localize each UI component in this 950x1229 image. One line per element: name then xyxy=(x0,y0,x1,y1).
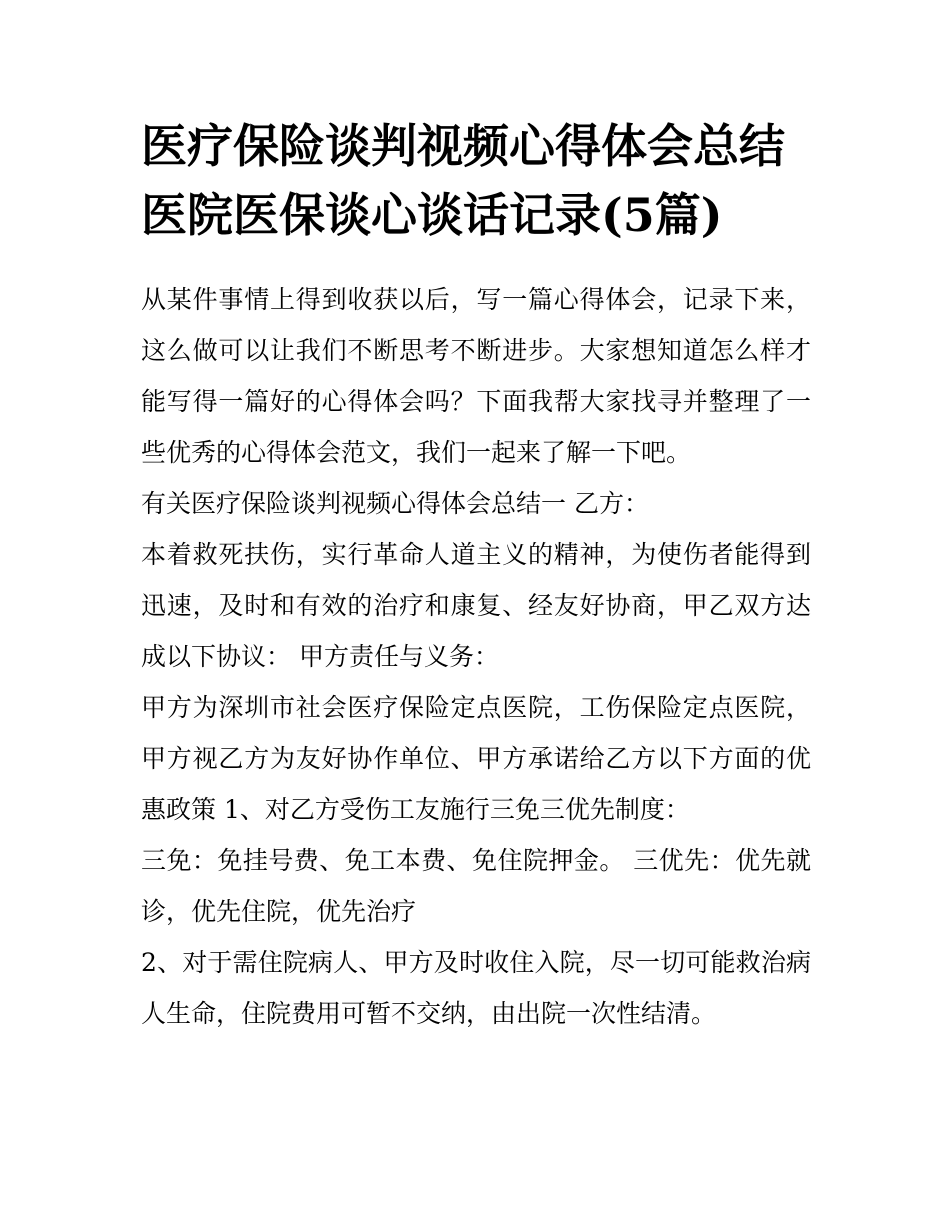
paragraph-party-a-duties: 甲方为深圳市社会医疗保险定点医院，工伤保险定点医院，甲方视乙方为友好协作单位、甲方承诺给乙方以下方面的优惠政策 1、对乙方受伤工友施行三免三优先制度： xyxy=(141,693,811,824)
document-title: 医疗保险谈判视频心得体会总结 医院医保谈心谈话记录(5篇) xyxy=(141,119,785,242)
paragraph-three-exemptions: 三免：免挂号费、免工本费、免住院押金。 三优先：优先就诊，优先住院，优先治疗 xyxy=(141,846,811,926)
paragraph-intro: 从某件事情上得到收获以后，写一篇心得体会，记录下来，这么做可以让我们不断思考不断进步。大家想知道怎么样才能写得一篇好的心得体会吗？下面我帮大家找寻并整理了一些优秀的心得体会范文，我们一起来了解一下吧。 xyxy=(141,285,811,467)
paragraph-section-heading: 有关医疗保险谈判视频心得体会总结一 乙方： xyxy=(141,489,649,518)
document-body xyxy=(141,274,811,1039)
document-content xyxy=(141,112,811,1039)
paragraph-agreement-purpose: 本着救死扶伤，实行革命人道主义的精神，为使伤者能得到迅速，及时和有效的治疗和康复、经友好协商，甲乙双方达成以下协议： 甲方责任与义务： xyxy=(141,540,811,671)
paragraph-hospitalization: 2、对于需住院病人、甲方及时收住入院，尽一切可能救治病人生命，住院费用可暂不交纳，由出院一次性结清。 xyxy=(141,948,811,1028)
